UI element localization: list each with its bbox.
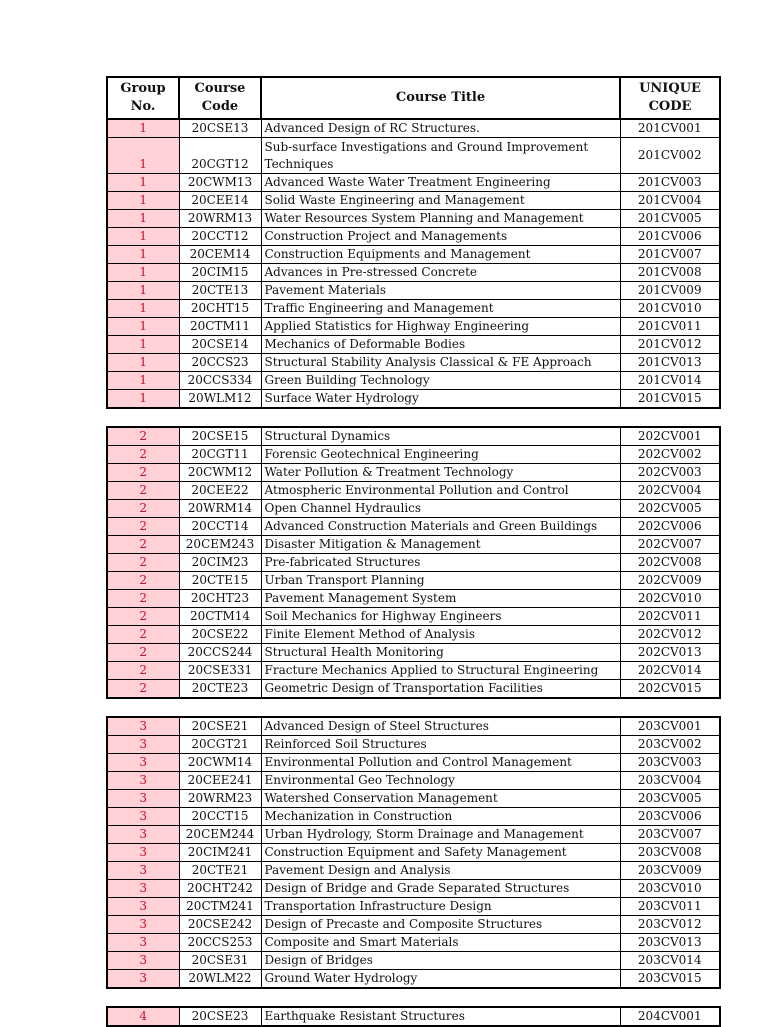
table-row <box>107 572 720 590</box>
table-row <box>107 754 720 772</box>
unique-code-cell: 202CV014 <box>620 662 720 680</box>
course-code-cell: 20CGT21 <box>179 736 261 754</box>
course-title-cell: Surface Water Hydrology <box>261 390 620 409</box>
course-code-cell: 20WLM22 <box>179 970 261 989</box>
table-row <box>107 880 720 898</box>
course-title-cell: Construction Equipments and Management <box>261 246 620 264</box>
unique-code-cell: 202CV004 <box>620 482 720 500</box>
course-title-cell: Ground Water Hydrology <box>261 970 620 989</box>
course-title-cell: Advanced Construction Materials and Green Buildings <box>261 518 620 536</box>
course-code-cell: 20CEE22 <box>179 482 261 500</box>
course-title-cell: Reinforced Soil Structures <box>261 736 620 754</box>
unique-code-cell: 201CV002 <box>620 138 720 174</box>
course-code-cell: 20CSE13 <box>179 119 261 138</box>
course-code-cell: 20WLM12 <box>179 390 261 409</box>
group-no-cell: 1 <box>107 210 179 228</box>
unique-code-cell: 201CV009 <box>620 282 720 300</box>
table-row <box>107 826 720 844</box>
group-no-cell: 1 <box>107 174 179 192</box>
table-row <box>107 736 720 754</box>
course-title-cell: Environmental Geo Technology <box>261 772 620 790</box>
table-row <box>107 952 720 970</box>
unique-code-cell: 202CV011 <box>620 608 720 626</box>
table-row <box>107 264 720 282</box>
unique-code-cell: 203CV002 <box>620 736 720 754</box>
table-row <box>107 608 720 626</box>
unique-code-cell: 203CV008 <box>620 844 720 862</box>
table-row <box>107 119 720 138</box>
course-title-cell: Composite and Smart Materials <box>261 934 620 952</box>
course-code-cell: 20CSE242 <box>179 916 261 934</box>
table-row <box>107 138 720 174</box>
unique-code-cell: 201CV014 <box>620 372 720 390</box>
course-title-cell: Design of Bridges <box>261 952 620 970</box>
course-title-cell: Sub-surface Investigations and Ground Improvement Techniques <box>261 138 620 174</box>
table-row <box>107 862 720 880</box>
course-title-cell: Water Pollution & Treatment Technology <box>261 464 620 482</box>
group-no-cell: 2 <box>107 608 179 626</box>
unique-code-cell: 203CV006 <box>620 808 720 826</box>
course-code-cell: 20CIM241 <box>179 844 261 862</box>
course-code-cell: 20CEM14 <box>179 246 261 264</box>
group-no-cell: 3 <box>107 754 179 772</box>
course-title-cell: Traffic Engineering and Management <box>261 300 620 318</box>
course-code-cell: 20CWM12 <box>179 464 261 482</box>
course-code-cell: 20CTM11 <box>179 318 261 336</box>
unique-code-cell: 201CV012 <box>620 336 720 354</box>
course-code-cell: 20CTM14 <box>179 608 261 626</box>
group-spacer <box>107 408 720 427</box>
group-no-cell: 1 <box>107 138 179 174</box>
course-title-cell: Construction Project and Managements <box>261 228 620 246</box>
table-row <box>107 354 720 372</box>
course-code-cell: 20CIM15 <box>179 264 261 282</box>
group-no-cell: 1 <box>107 354 179 372</box>
unique-code-cell: 202CV010 <box>620 590 720 608</box>
group-no-cell: 3 <box>107 952 179 970</box>
table-row <box>107 500 720 518</box>
course-title-cell: Advanced Waste Water Treatment Engineering <box>261 174 620 192</box>
group-no-cell: 3 <box>107 717 179 736</box>
table-row <box>107 427 720 446</box>
unique-code-cell: 203CV001 <box>620 717 720 736</box>
unique-code-cell: 201CV003 <box>620 174 720 192</box>
course-title-cell: Structural Health Monitoring <box>261 644 620 662</box>
table-row <box>107 372 720 390</box>
group-no-cell: 2 <box>107 482 179 500</box>
table-row <box>107 1007 720 1026</box>
table-row <box>107 916 720 934</box>
course-group-block <box>107 427 720 698</box>
group-no-cell: 2 <box>107 680 179 699</box>
table-row <box>107 482 720 500</box>
course-code-cell: 20CTE15 <box>179 572 261 590</box>
group-no-cell: 2 <box>107 626 179 644</box>
table-row <box>107 446 720 464</box>
course-code-cell: 20CTE13 <box>179 282 261 300</box>
table-row <box>107 554 720 572</box>
course-code-cell: 20CTE23 <box>179 680 261 699</box>
table-row <box>107 390 720 409</box>
group-no-cell: 2 <box>107 554 179 572</box>
spacer-cell <box>107 698 720 717</box>
group-no-cell: 3 <box>107 736 179 754</box>
course-title-cell: Mechanics of Deformable Bodies <box>261 336 620 354</box>
course-code-cell: 20CCS253 <box>179 934 261 952</box>
unique-code-cell: 201CV007 <box>620 246 720 264</box>
group-no-cell: 2 <box>107 464 179 482</box>
course-title-cell: Earthquake Resistant Structures <box>261 1007 620 1026</box>
unique-code-cell: 201CV013 <box>620 354 720 372</box>
table-row <box>107 626 720 644</box>
group-no-cell: 1 <box>107 282 179 300</box>
group-no-cell: 3 <box>107 970 179 989</box>
course-code-cell: 20CIM23 <box>179 554 261 572</box>
group-no-cell: 2 <box>107 427 179 446</box>
course-code-cell: 20CGT11 <box>179 446 261 464</box>
course-title-cell: Applied Statistics for Highway Engineering <box>261 318 620 336</box>
table-row <box>107 318 720 336</box>
group-spacer <box>107 698 720 717</box>
course-code-cell: 20WRM23 <box>179 790 261 808</box>
table-row <box>107 336 720 354</box>
group-no-cell: 4 <box>107 1007 179 1026</box>
course-code-cell: 20CGT12 <box>179 138 261 174</box>
course-code-cell: 20CSE331 <box>179 662 261 680</box>
course-code-cell: 20CWM13 <box>179 174 261 192</box>
unique-code-cell: 203CV004 <box>620 772 720 790</box>
unique-code-cell: 203CV013 <box>620 934 720 952</box>
course-code-cell: 20CTM241 <box>179 898 261 916</box>
course-title-cell: Urban Hydrology, Storm Drainage and Management <box>261 826 620 844</box>
course-group-block <box>107 1007 720 1026</box>
unique-code-cell: 201CV011 <box>620 318 720 336</box>
group-no-cell: 3 <box>107 844 179 862</box>
table-row <box>107 536 720 554</box>
course-code-cell: 20CWM14 <box>179 754 261 772</box>
unique-code-cell: 203CV007 <box>620 826 720 844</box>
group-no-cell: 3 <box>107 826 179 844</box>
course-title-cell: Structural Stability Analysis Classical & FE Approach <box>261 354 620 372</box>
course-title-cell: Forensic Geotechnical Engineering <box>261 446 620 464</box>
course-code-cell: 20CSE14 <box>179 336 261 354</box>
unique-code-cell: 201CV010 <box>620 300 720 318</box>
course-title-cell: Structural Dynamics <box>261 427 620 446</box>
group-no-cell: 3 <box>107 898 179 916</box>
course-code-cell: 20CHT15 <box>179 300 261 318</box>
course-title-cell: Pre-fabricated Structures <box>261 554 620 572</box>
course-title-cell: Construction Equipment and Safety Management <box>261 844 620 862</box>
table-row <box>107 934 720 952</box>
group-spacer <box>107 988 720 1007</box>
group-no-cell: 2 <box>107 500 179 518</box>
course-title-cell: Pavement Materials <box>261 282 620 300</box>
unique-code-cell: 202CV003 <box>620 464 720 482</box>
course-code-cell: 20CSE15 <box>179 427 261 446</box>
unique-code-cell: 202CV002 <box>620 446 720 464</box>
course-group-block <box>107 119 720 408</box>
course-title-cell: Advanced Design of RC Structures. <box>261 119 620 138</box>
group-no-cell: 2 <box>107 644 179 662</box>
table-row <box>107 192 720 210</box>
unique-code-cell: 202CV008 <box>620 554 720 572</box>
unique-code-cell: 202CV001 <box>620 427 720 446</box>
table-row <box>107 210 720 228</box>
course-code-cell: 20CEM243 <box>179 536 261 554</box>
course-code-cell: 20CCT12 <box>179 228 261 246</box>
header-course-title: Course Title <box>261 77 620 119</box>
course-title-cell: Urban Transport Planning <box>261 572 620 590</box>
group-no-cell: 3 <box>107 808 179 826</box>
unique-code-cell: 203CV009 <box>620 862 720 880</box>
course-title-cell: Mechanization in Construction <box>261 808 620 826</box>
table-row <box>107 464 720 482</box>
course-title-cell: Advances in Pre-stressed Concrete <box>261 264 620 282</box>
unique-code-cell: 202CV006 <box>620 518 720 536</box>
group-no-cell: 1 <box>107 390 179 409</box>
unique-code-cell: 202CV009 <box>620 572 720 590</box>
unique-code-cell: 202CV012 <box>620 626 720 644</box>
course-code-cell: 20CCT15 <box>179 808 261 826</box>
table-row <box>107 790 720 808</box>
unique-code-cell: 203CV005 <box>620 790 720 808</box>
table-row <box>107 970 720 989</box>
table-row <box>107 844 720 862</box>
unique-code-cell: 201CV006 <box>620 228 720 246</box>
course-code-cell: 20CSE23 <box>179 1007 261 1026</box>
course-code-cell: 20CCS244 <box>179 644 261 662</box>
course-title-cell: Atmospheric Environmental Pollution and Control <box>261 482 620 500</box>
group-no-cell: 3 <box>107 880 179 898</box>
group-no-cell: 3 <box>107 772 179 790</box>
table-row <box>107 174 720 192</box>
course-code-cell: 20WRM13 <box>179 210 261 228</box>
course-title-cell: Design of Precaste and Composite Structures <box>261 916 620 934</box>
unique-code-cell: 203CV015 <box>620 970 720 989</box>
course-title-cell: Water Resources System Planning and Management <box>261 210 620 228</box>
spacer-cell <box>107 988 720 1007</box>
course-code-cell: 20CEE14 <box>179 192 261 210</box>
table-row <box>107 300 720 318</box>
course-title-cell: Finite Element Method of Analysis <box>261 626 620 644</box>
unique-code-cell: 201CV005 <box>620 210 720 228</box>
spacer-cell <box>107 408 720 427</box>
course-code-cell: 20CHT242 <box>179 880 261 898</box>
header-unique-code: UNIQUE CODE <box>620 77 720 119</box>
course-code-cell: 20CSE21 <box>179 717 261 736</box>
table-row <box>107 518 720 536</box>
group-no-cell: 2 <box>107 446 179 464</box>
course-code-cell: 20CCS23 <box>179 354 261 372</box>
course-title-cell: Watershed Conservation Management <box>261 790 620 808</box>
course-code-cell: 20CTE21 <box>179 862 261 880</box>
course-code-cell: 20CEE241 <box>179 772 261 790</box>
course-title-cell: Geometric Design of Transportation Facilities <box>261 680 620 699</box>
course-table-sheet <box>106 76 719 1027</box>
table-row <box>107 772 720 790</box>
course-code-cell: 20WRM14 <box>179 500 261 518</box>
group-no-cell: 3 <box>107 790 179 808</box>
course-code-cell: 20CCT14 <box>179 518 261 536</box>
table-row <box>107 662 720 680</box>
unique-code-cell: 201CV008 <box>620 264 720 282</box>
course-code-cell: 20CEM244 <box>179 826 261 844</box>
course-title-cell: Environmental Pollution and Control Management <box>261 754 620 772</box>
group-no-cell: 1 <box>107 264 179 282</box>
table-row <box>107 808 720 826</box>
group-no-cell: 2 <box>107 572 179 590</box>
table-row <box>107 228 720 246</box>
course-title-cell: Disaster Mitigation & Management <box>261 536 620 554</box>
course-code-cell: 20CSE31 <box>179 952 261 970</box>
table-row <box>107 282 720 300</box>
group-no-cell: 2 <box>107 590 179 608</box>
course-title-cell: Pavement Management System <box>261 590 620 608</box>
course-title-cell: Fracture Mechanics Applied to Structural Engineering <box>261 662 620 680</box>
unique-code-cell: 202CV013 <box>620 644 720 662</box>
unique-code-cell: 203CV011 <box>620 898 720 916</box>
unique-code-cell: 202CV015 <box>620 680 720 699</box>
group-no-cell: 2 <box>107 536 179 554</box>
header-course-code: Course Code <box>179 77 261 119</box>
course-title-cell: Transportation Infrastructure Design <box>261 898 620 916</box>
course-code-cell: 20CHT23 <box>179 590 261 608</box>
group-no-cell: 1 <box>107 119 179 138</box>
group-no-cell: 2 <box>107 518 179 536</box>
group-no-cell: 1 <box>107 372 179 390</box>
group-no-cell: 2 <box>107 662 179 680</box>
header-row <box>107 77 720 119</box>
unique-code-cell: 204CV001 <box>620 1007 720 1026</box>
header-group-no: Group No. <box>107 77 179 119</box>
course-code-cell: 20CCS334 <box>179 372 261 390</box>
group-no-cell: 1 <box>107 246 179 264</box>
course-table <box>106 76 721 1027</box>
table-row <box>107 680 720 699</box>
unique-code-cell: 202CV005 <box>620 500 720 518</box>
table-row <box>107 246 720 264</box>
group-no-cell: 1 <box>107 300 179 318</box>
course-group-block <box>107 717 720 988</box>
unique-code-cell: 201CV015 <box>620 390 720 409</box>
unique-code-cell: 201CV004 <box>620 192 720 210</box>
group-no-cell: 3 <box>107 934 179 952</box>
course-title-cell: Advanced Design of Steel Structures <box>261 717 620 736</box>
course-title-cell: Design of Bridge and Grade Separated Structures <box>261 880 620 898</box>
table-row <box>107 590 720 608</box>
course-title-cell: Open Channel Hydraulics <box>261 500 620 518</box>
unique-code-cell: 203CV003 <box>620 754 720 772</box>
course-title-cell: Green Building Technology <box>261 372 620 390</box>
group-no-cell: 1 <box>107 228 179 246</box>
group-no-cell: 1 <box>107 318 179 336</box>
group-no-cell: 1 <box>107 192 179 210</box>
table-row <box>107 717 720 736</box>
unique-code-cell: 203CV012 <box>620 916 720 934</box>
course-title-cell: Soil Mechanics for Highway Engineers <box>261 608 620 626</box>
group-no-cell: 1 <box>107 336 179 354</box>
group-no-cell: 3 <box>107 916 179 934</box>
group-no-cell: 3 <box>107 862 179 880</box>
course-code-cell: 20CSE22 <box>179 626 261 644</box>
unique-code-cell: 202CV007 <box>620 536 720 554</box>
table-row <box>107 644 720 662</box>
table-row <box>107 898 720 916</box>
unique-code-cell: 203CV010 <box>620 880 720 898</box>
course-title-cell: Solid Waste Engineering and Management <box>261 192 620 210</box>
unique-code-cell: 201CV001 <box>620 119 720 138</box>
course-title-cell: Pavement Design and Analysis <box>261 862 620 880</box>
unique-code-cell: 203CV014 <box>620 952 720 970</box>
